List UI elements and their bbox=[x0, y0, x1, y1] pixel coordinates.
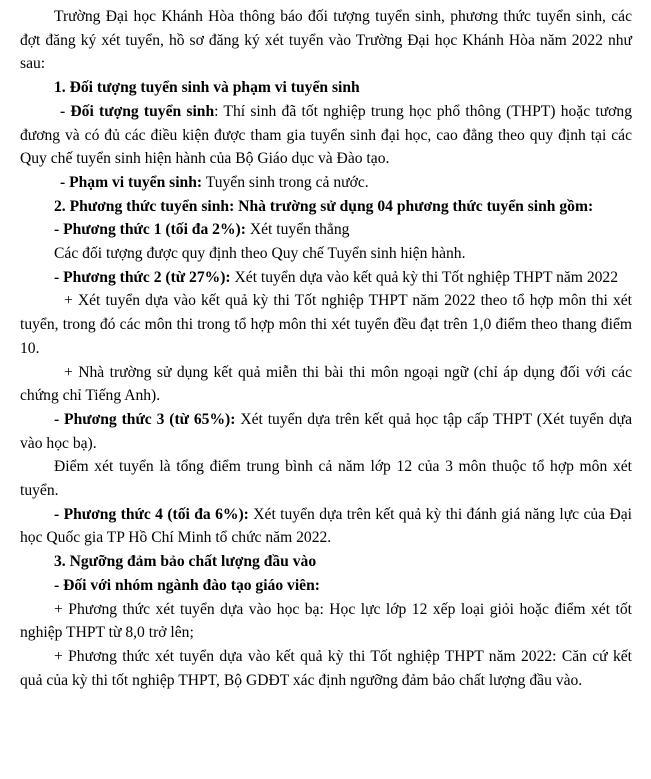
paragraph-phuong-thuc-4 bbox=[20, 503, 632, 550]
phuong-thuc-3-text: Xét tuyển dựa trên kết quả học tập cấp THPT (Xét tuyển dựa vào học bạ). bbox=[20, 410, 633, 452]
paragraph-pt2-detail-2 bbox=[20, 361, 632, 408]
heading-2-text: 2. Phương thức tuyển sinh: Nhà trường sử dụng 04 phương thức tuyển sinh gồm: bbox=[54, 197, 594, 215]
paragraph-phuong-thuc-3 bbox=[20, 408, 632, 455]
section-heading-1 bbox=[20, 76, 632, 100]
pt3-detail-text: Điểm xét tuyển là tổng điểm trung bình cả năm lớp 12 của 3 môn thuộc tổ hợp môn xét tuyển. bbox=[20, 458, 632, 500]
paragraph-nhom-nganh bbox=[20, 574, 632, 598]
paragraph-pt1-detail bbox=[20, 242, 632, 266]
phuong-thuc-4-label: - Phương thức 4 (tối đa 6%): bbox=[54, 505, 249, 523]
section-heading-3 bbox=[20, 550, 632, 574]
pt2-detail-2-text: + Nhà trường sử dụng kết quả miễn thi bài thi môn ngoại ngữ (chỉ áp dụng đối với các chứng chỉ Tiếng Anh). bbox=[20, 363, 632, 405]
paragraph-hoc-ba bbox=[20, 598, 632, 645]
paragraph-phuong-thuc-1 bbox=[20, 218, 632, 242]
heading-1-text: 1. Đối tượng tuyển sinh và phạm vi tuyển sinh bbox=[54, 79, 360, 97]
phuong-thuc-4-text: Xét tuyển dựa trên kết quả kỳ thi đánh giá năng lực của Đại học Quốc gia TP Hồ Chí Minh tổ chức năm 2022. bbox=[20, 505, 632, 547]
hoc-ba-text: + Phương thức xét tuyển dựa vào học bạ: Học lực lớp 12 xếp loại giỏi hoặc điểm xét tốt nghiệp THPT từ 8,0 trở lên; bbox=[20, 600, 632, 642]
doi-tuong-label: - Đối tượng tuyển sinh bbox=[60, 102, 215, 120]
doi-tuong-text: : Thí sinh đã tốt nghiệp trung học phổ thông (THPT) hoặc tương đương và có đủ các điều kiện được tham gia tuyển sinh đại học, cao đẳng theo quy định tại các Quy chế tuyển sinh hiện hành của Bộ Giáo dục và Đào tạo. bbox=[20, 102, 632, 168]
nhom-nganh-label: - Đối với nhóm ngành đào tạo giáo viên: bbox=[54, 576, 320, 594]
paragraph-doi-tuong bbox=[20, 100, 632, 171]
paragraph-pt2-detail-1 bbox=[20, 289, 632, 360]
section-heading-2 bbox=[20, 195, 632, 219]
paragraph-pt3-detail bbox=[20, 455, 632, 502]
thpt-text: + Phương thức xét tuyển dựa vào kết quả kỳ thi Tốt nghiệp THPT năm 2022: Căn cứ kết quả của kỳ thi tốt nghiệp THPT, Bộ GDĐT xác định ngưỡng đảm bảo chất lượng đầu vào. bbox=[20, 647, 632, 689]
pham-vi-text: Tuyển sinh trong cả nước. bbox=[202, 173, 369, 191]
intro-text: Trường Đại học Khánh Hòa thông báo đối tượng tuyển sinh, phương thức tuyển sinh, các đợt đăng ký xét tuyển, hồ sơ đăng ký xét tuyển vào Trường Đại học Khánh Hòa năm 2022 như sau: bbox=[20, 8, 632, 73]
phuong-thuc-2-label: - Phương thức 2 (từ 27%): bbox=[54, 268, 231, 286]
pt2-detail-1-text: + Xét tuyển dựa vào kết quả kỳ thi Tốt nghiệp THPT năm 2022 theo tổ hợp môn thi xét tuyển, trong đó các môn thi trong tổ hợp môn thi xét tuyển đều đạt trên 1,0 điểm theo thang điểm 10. bbox=[20, 292, 632, 357]
heading-3-text: 3. Ngưỡng đảm bảo chất lượng đầu vào bbox=[54, 553, 317, 571]
phuong-thuc-1-text: Xét tuyển thẳng bbox=[245, 221, 350, 239]
phuong-thuc-3-label: - Phương thức 3 (từ 65%): bbox=[54, 410, 236, 428]
pt1-detail-text: Các đối tượng được quy định theo Quy chế Tuyển sinh hiện hành. bbox=[54, 245, 466, 263]
phuong-thuc-2-text: Xét tuyển dựa vào kết quả kỳ thi Tốt nghiệp THPT năm 2022 bbox=[230, 268, 619, 286]
pham-vi-label: - Phạm vi tuyển sinh: bbox=[60, 173, 203, 191]
paragraph-phuong-thuc-2 bbox=[20, 266, 632, 290]
paragraph-thpt bbox=[20, 645, 632, 692]
phuong-thuc-1-label: - Phương thức 1 (tối đa 2%): bbox=[54, 221, 246, 239]
paragraph-pham-vi bbox=[20, 171, 632, 195]
paragraph-intro bbox=[20, 5, 632, 76]
